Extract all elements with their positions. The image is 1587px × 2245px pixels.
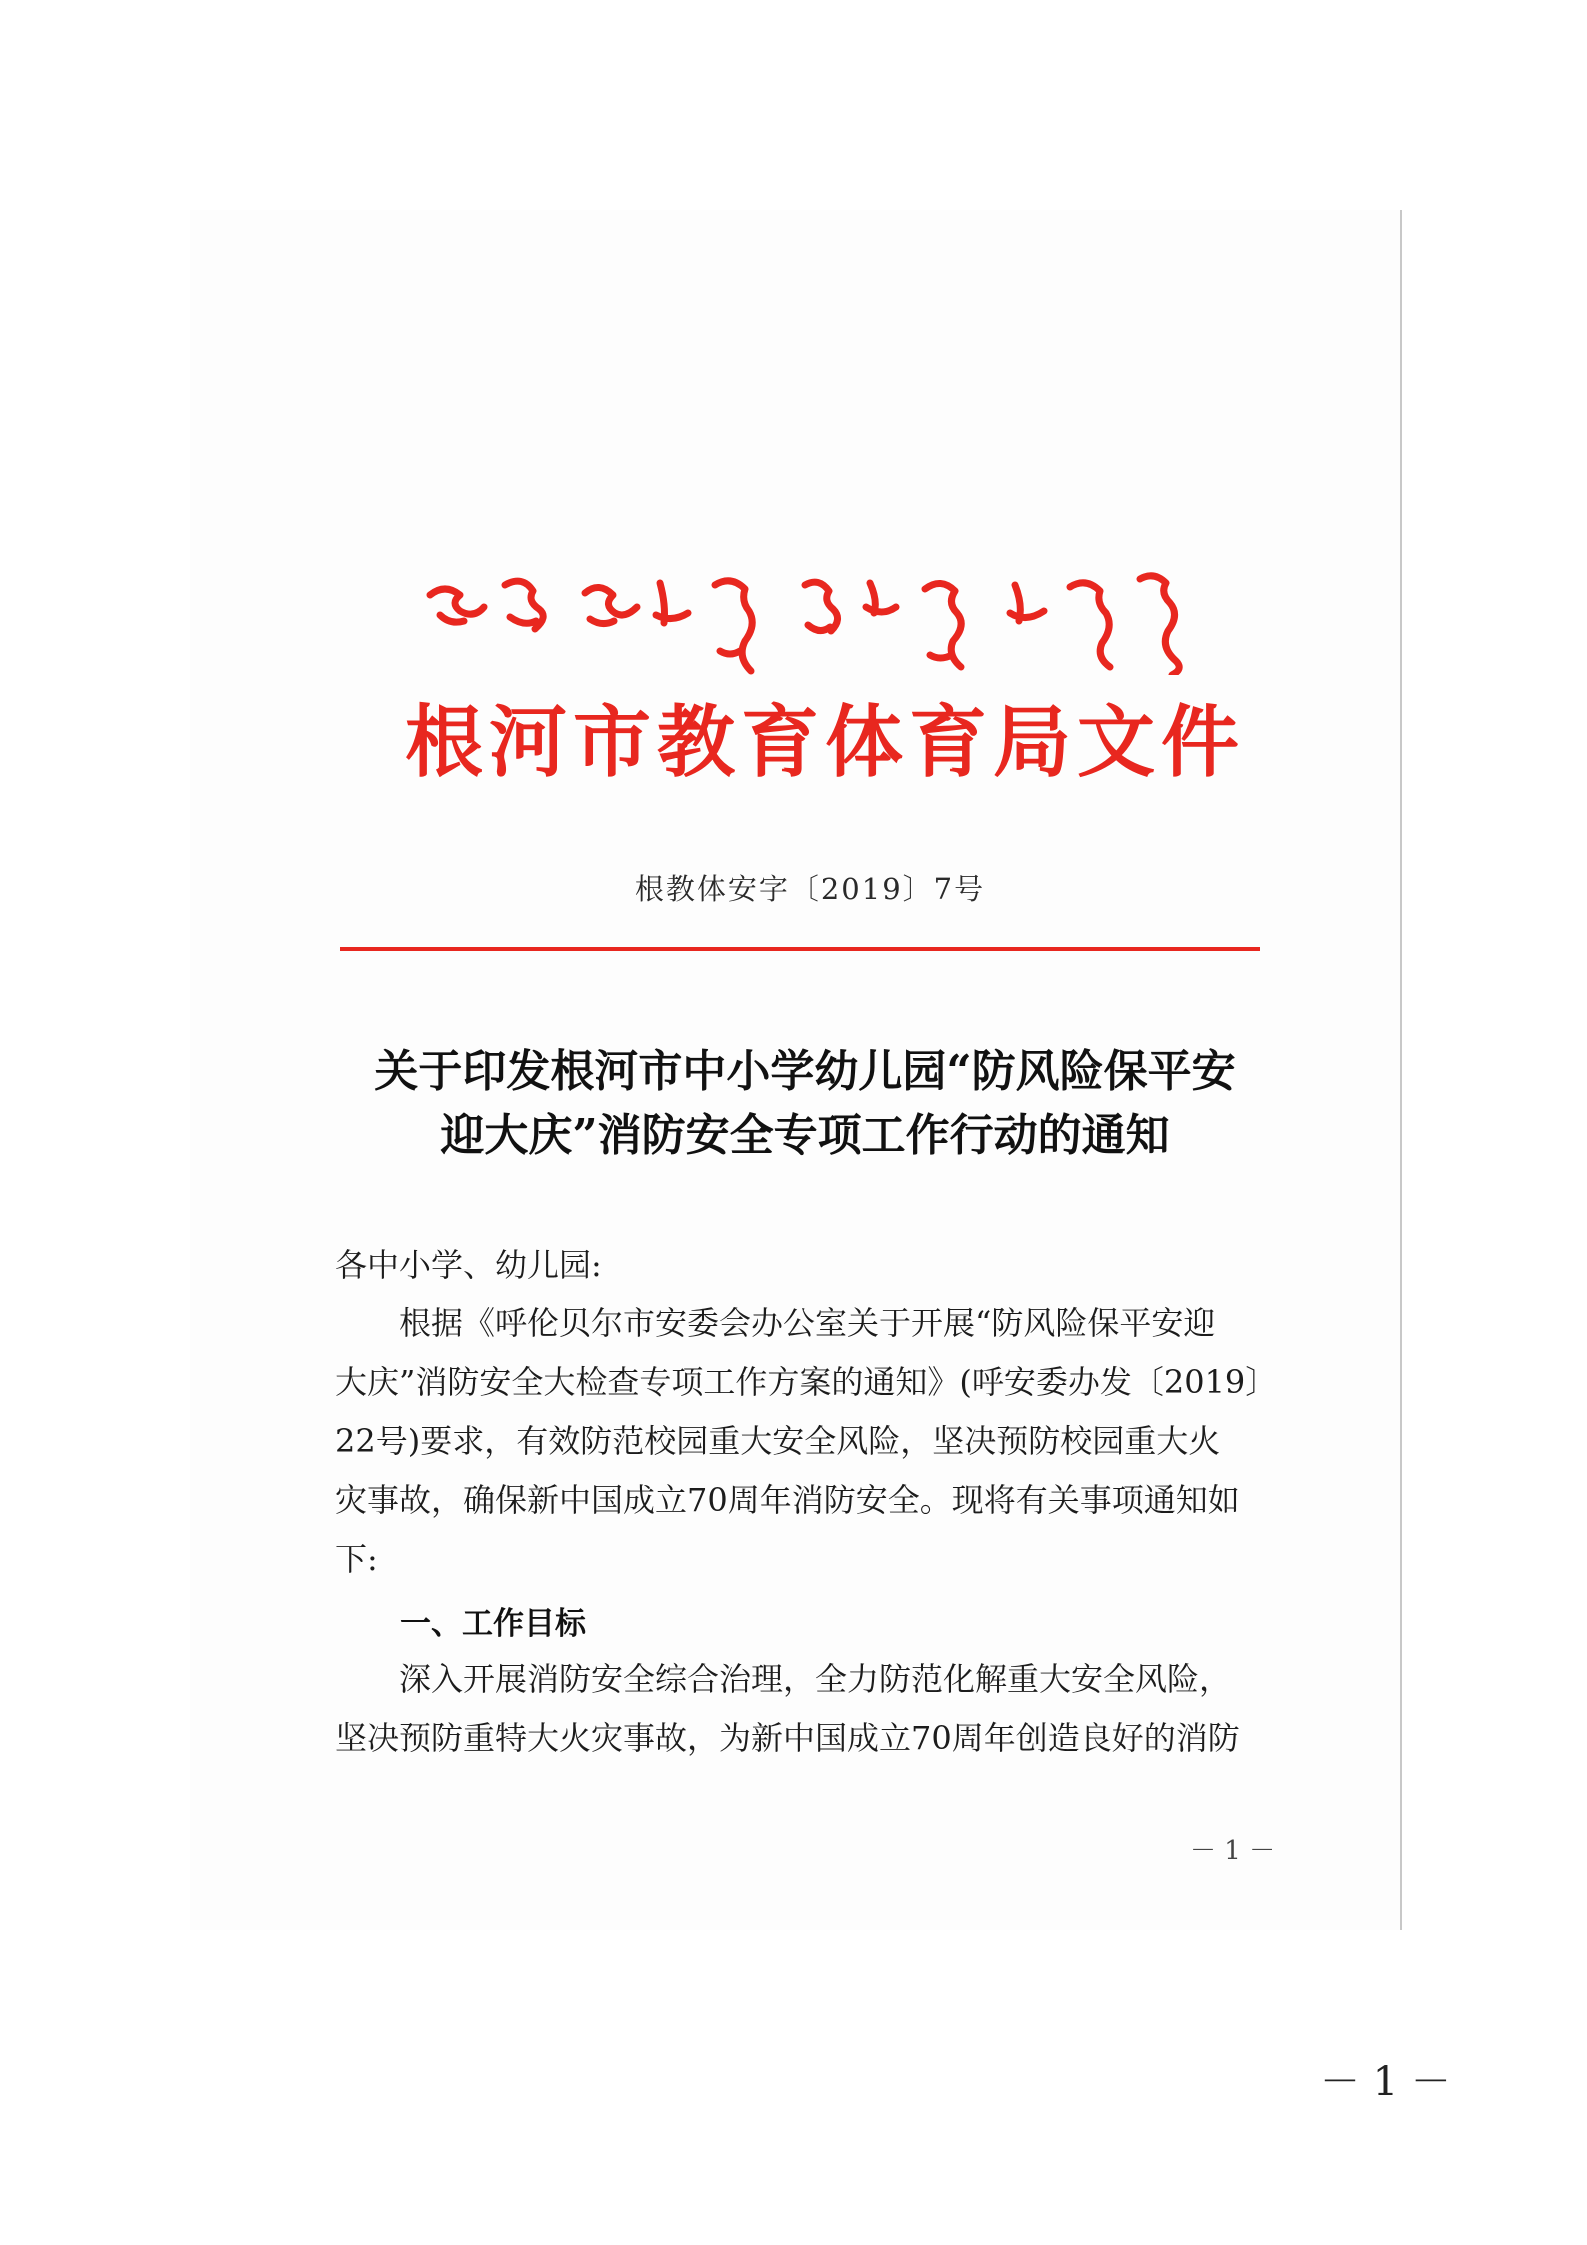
inner-page-number: － 1 － xyxy=(1190,1836,1276,1866)
paragraph-1 xyxy=(335,1294,1278,1589)
outer-page-number: － 1 － xyxy=(1320,2059,1451,2105)
mongolian-glyph xyxy=(866,583,896,613)
section-heading: 一、工作目标 xyxy=(400,1606,586,1642)
notice-title-line: 迎大庆”消防安全专项工作行动的通知 xyxy=(440,1110,1170,1161)
mongolian-glyph xyxy=(656,583,688,623)
addressee: 各中小学、幼儿园: xyxy=(335,1246,602,1284)
mongolian-glyph xyxy=(1070,583,1110,667)
mongolian-glyph xyxy=(925,583,961,667)
doc-number: 根教体安字〔2019〕7号 xyxy=(634,872,986,906)
mongolian-glyph xyxy=(805,582,838,631)
mongolian-script-org-name xyxy=(410,555,1210,675)
paragraph-line: 根据《呼伦贝尔市安委会办公室关于开展“防风险保平安迎 xyxy=(399,1304,1216,1342)
mongolian-glyph xyxy=(715,581,752,671)
notice-title-line: 关于印发根河市中小学幼儿园“防风险保平安 xyxy=(374,1046,1236,1097)
paragraph-line: 下: xyxy=(335,1540,378,1578)
red-divider xyxy=(340,947,1260,951)
paragraph-2 xyxy=(335,1650,1265,1768)
paragraph-line: 灾事故，确保新中国成立70周年消防安全。现将有关事项通知如 xyxy=(335,1481,1240,1519)
paragraph-line: 22号)要求，有效防范校园重大安全风险，坚决预防校园重大火 xyxy=(335,1422,1221,1460)
paragraph-line: 坚决预防重特大火灾事故，为新中国成立70周年创造良好的消防 xyxy=(335,1719,1240,1757)
mongolian-glyph xyxy=(1140,576,1179,675)
notice-title xyxy=(300,1040,1310,1168)
mongolian-glyph xyxy=(1010,585,1044,621)
org-title: 根河市教育体育局文件 xyxy=(405,698,1246,788)
mongolian-glyph xyxy=(505,581,543,629)
paragraph-line: 深入开展消防安全综合治理，全力防范化解重大安全风险， xyxy=(399,1660,1232,1698)
mongolian-glyph xyxy=(430,589,484,622)
paragraph-line: 大庆”消防安全大检查专项工作方案的通知》(呼安委办发〔2019〕 xyxy=(335,1363,1278,1401)
mongolian-glyph xyxy=(585,587,637,623)
